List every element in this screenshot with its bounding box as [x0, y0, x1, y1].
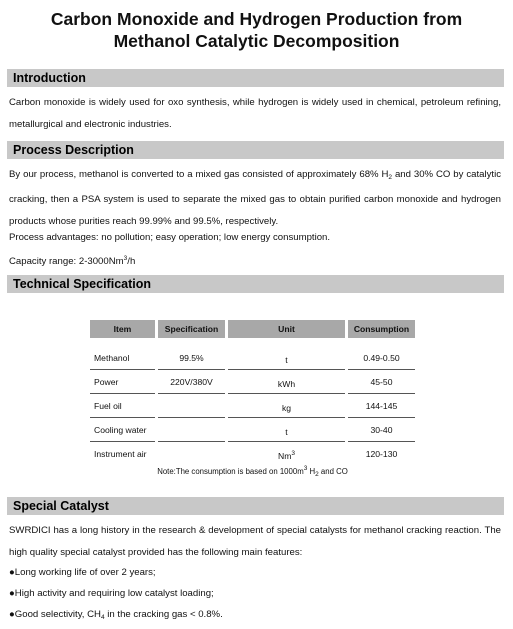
process-advantages: Process advantages: no pollution; easy operation; low energy consumption.	[9, 232, 331, 243]
column-header-consumption: Consumption	[348, 320, 415, 338]
cell-spec	[158, 394, 225, 418]
column-header-specification: Specification	[158, 320, 225, 338]
section-header-technical: Technical Specification	[7, 275, 504, 293]
catalyst-bullet: ●Long working life of over 2 years;	[9, 567, 156, 578]
catalyst-text: SWRDICI has a long history in the research & development of special catalysts for methanol cracking reaction. The high quality special catalyst provided has the following main features:	[9, 525, 501, 558]
cell-item: Cooling water	[94, 425, 147, 435]
column-header-item: Item	[90, 320, 155, 338]
cell-consumption: 45-50	[370, 377, 393, 387]
section-header-process: Process Description	[7, 141, 504, 159]
catalyst-bullet: ●High activity and requiring low catalyst loading;	[9, 588, 214, 599]
catalyst-bullet: ●Good selectivity, $CH_4$ in the cracking gas < 0.8%.	[9, 609, 223, 621]
title-line-2: Methanol Catalytic Decomposition	[113, 31, 400, 51]
cell-spec	[158, 418, 225, 442]
page-title	[0, 8, 513, 52]
process-text: By our process, methanol is converted to a mixed gas consisted of approximately 68% $H_2$ and 30% CO by catalytic cracking, then a PSA system is used to separate the mixed gas to obtain purified carbon monoxide and hydrogen products whose purities reach 99.99% and 99.5%, respectively.	[9, 169, 501, 227]
cell-unit: Nm$^3$	[278, 450, 295, 461]
table-row	[90, 394, 415, 418]
table-row	[90, 346, 415, 370]
table-row	[90, 370, 415, 394]
cell-unit: kWh	[277, 379, 296, 389]
cell-consumption: 30-40	[370, 425, 393, 435]
cell-consumption: 0.49-0.50	[363, 353, 400, 363]
cell-unit: kg	[281, 403, 292, 413]
cell-item: Methanol	[94, 353, 130, 363]
title-line-1: Carbon Monoxide and Hydrogen Production from	[50, 9, 463, 29]
section-header-catalyst: Special Catalyst	[7, 497, 504, 515]
cell-consumption: 120-130	[365, 449, 398, 459]
cell-unit: t	[285, 355, 288, 365]
capacity-range: Capacity range: 2-3000Nm$^3$/h	[9, 255, 136, 267]
table-row	[90, 442, 415, 466]
table-note: Note:The consumption is based on $1000m^3$ $H_2$ and CO	[157, 465, 348, 478]
cell-spec	[158, 442, 225, 466]
cell-spec: 220V/380V	[170, 377, 213, 387]
cell-item: Fuel oil	[94, 401, 122, 411]
cell-item: Instrument air	[94, 449, 147, 459]
cell-unit: t	[285, 427, 288, 437]
column-header-unit: Unit	[228, 320, 345, 338]
introduction-text: Carbon monoxide is widely used for oxo synthesis, while hydrogen is widely used in chemical, petroleum refining, metallurgical and electronic industries.	[9, 97, 501, 130]
section-header-introduction: Introduction	[7, 69, 504, 87]
cell-item: Power	[94, 377, 119, 387]
table-row	[90, 418, 415, 442]
cell-consumption: 144-145	[365, 401, 398, 411]
cell-spec: 99.5%	[179, 353, 204, 363]
